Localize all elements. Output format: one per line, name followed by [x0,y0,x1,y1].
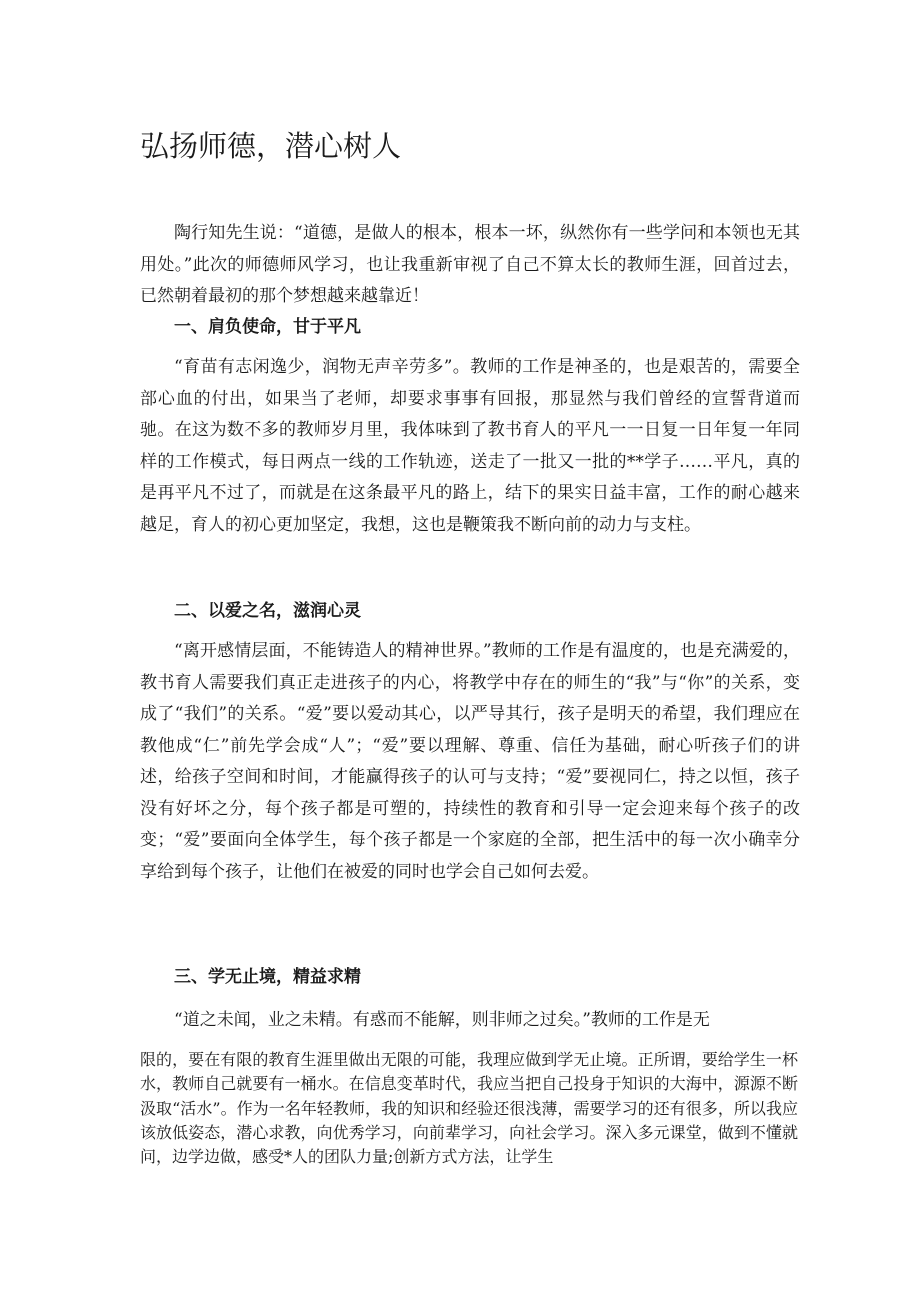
section-3-paragraph-continuation: 限的，要在有限的教育生涯里做出无限的可能，我理应做到学无止境。正所谓，要给学生一杯水，教师自己就要有一桶水。在信息变革时代，我应当把自己投身于知识的大海中，源源不断汲取“活水”。作为一名年轻教师，我的知识和经验还很浅薄，需要学习的还有很多，所以我应该放低姿态，潜心求教，向优秀学习，向前辈学习，向社会学习。深入多元课堂，做到不懂就问，边学边做，感受*人的团队力量;创新方式方法，让学生 [140,1050,798,1167]
intro-paragraph: 陶行知先生说：“道德，是做人的根本，根本一坏，纵然你有一些学问和本领也无其用处。”此次的师德师风学习，也让我重新审视了自己不算太长的教师生涯，回首过去，已然朝着最初的那个梦想越来越靠近！ [140,223,800,306]
section-2-heading: 二、以爱之名，滋润心灵 [174,601,361,621]
document-title: 弘扬师德，潜心树人 [140,129,402,163]
section-3-heading: 三、学无止境，精益求精 [174,967,361,987]
section-1-paragraph: “育苗有志闲逸少，润物无声辛劳多”。教师的工作是神圣的，也是艰苦的，需要全部心血的付出，如果当了老师，却要求事事有回报，那显然与我们曾经的宣誓背道而驰。在这为数不多的教师岁月里，我体味到了教书育人的平凡一一日复一日年复一年同样的工作模式，每日两点一线的工作轨迹，送走了一批又一批的**学子……平凡，真的是再平凡不过了，而就是在这条最平凡的路上，结下的果实日益丰富，工作的耐心越来越足，育人的初心更加坚定，我想，这也是鞭策我不断向前的动力与支柱。 [140,357,800,535]
section-2-paragraph: “离开感情层面，不能铸造人的精神世界。”教师的工作是有温度的，也是充满爱的，教书育人需要我们真正走进孩子的内心，将教学中存在的师生的“我”与“你”的关系，变成了“我们”的关系。“爱”要以爱动其心，以严导其行，孩子是明天的希望，我们理应在教他成“仁”前先学会成“人”；“爱”要以理解、尊重、信任为基础，耐心听孩子们的讲述，给孩子空间和时间，才能赢得孩子的认可与支持；“爱”要视同仁，持之以恒，孩子没有好坏之分，每个孩子都是可塑的，持续性的教育和引导一定会迎来每个孩子的改变；“爱”要面向全体学生，每个孩子都是一个家庭的全部，把生活中的每一次小确幸分享给到每个孩子，让他们在被爱的同时也学会自己如何去爱。 [140,641,800,882]
section-1-heading: 一、肩负使命，甘于平凡 [174,317,361,337]
section-3-paragraph-first-line: “道之未闻，业之未精。有惑而不能解，则非师之过矣。”教师的工作是无 [174,1010,710,1030]
